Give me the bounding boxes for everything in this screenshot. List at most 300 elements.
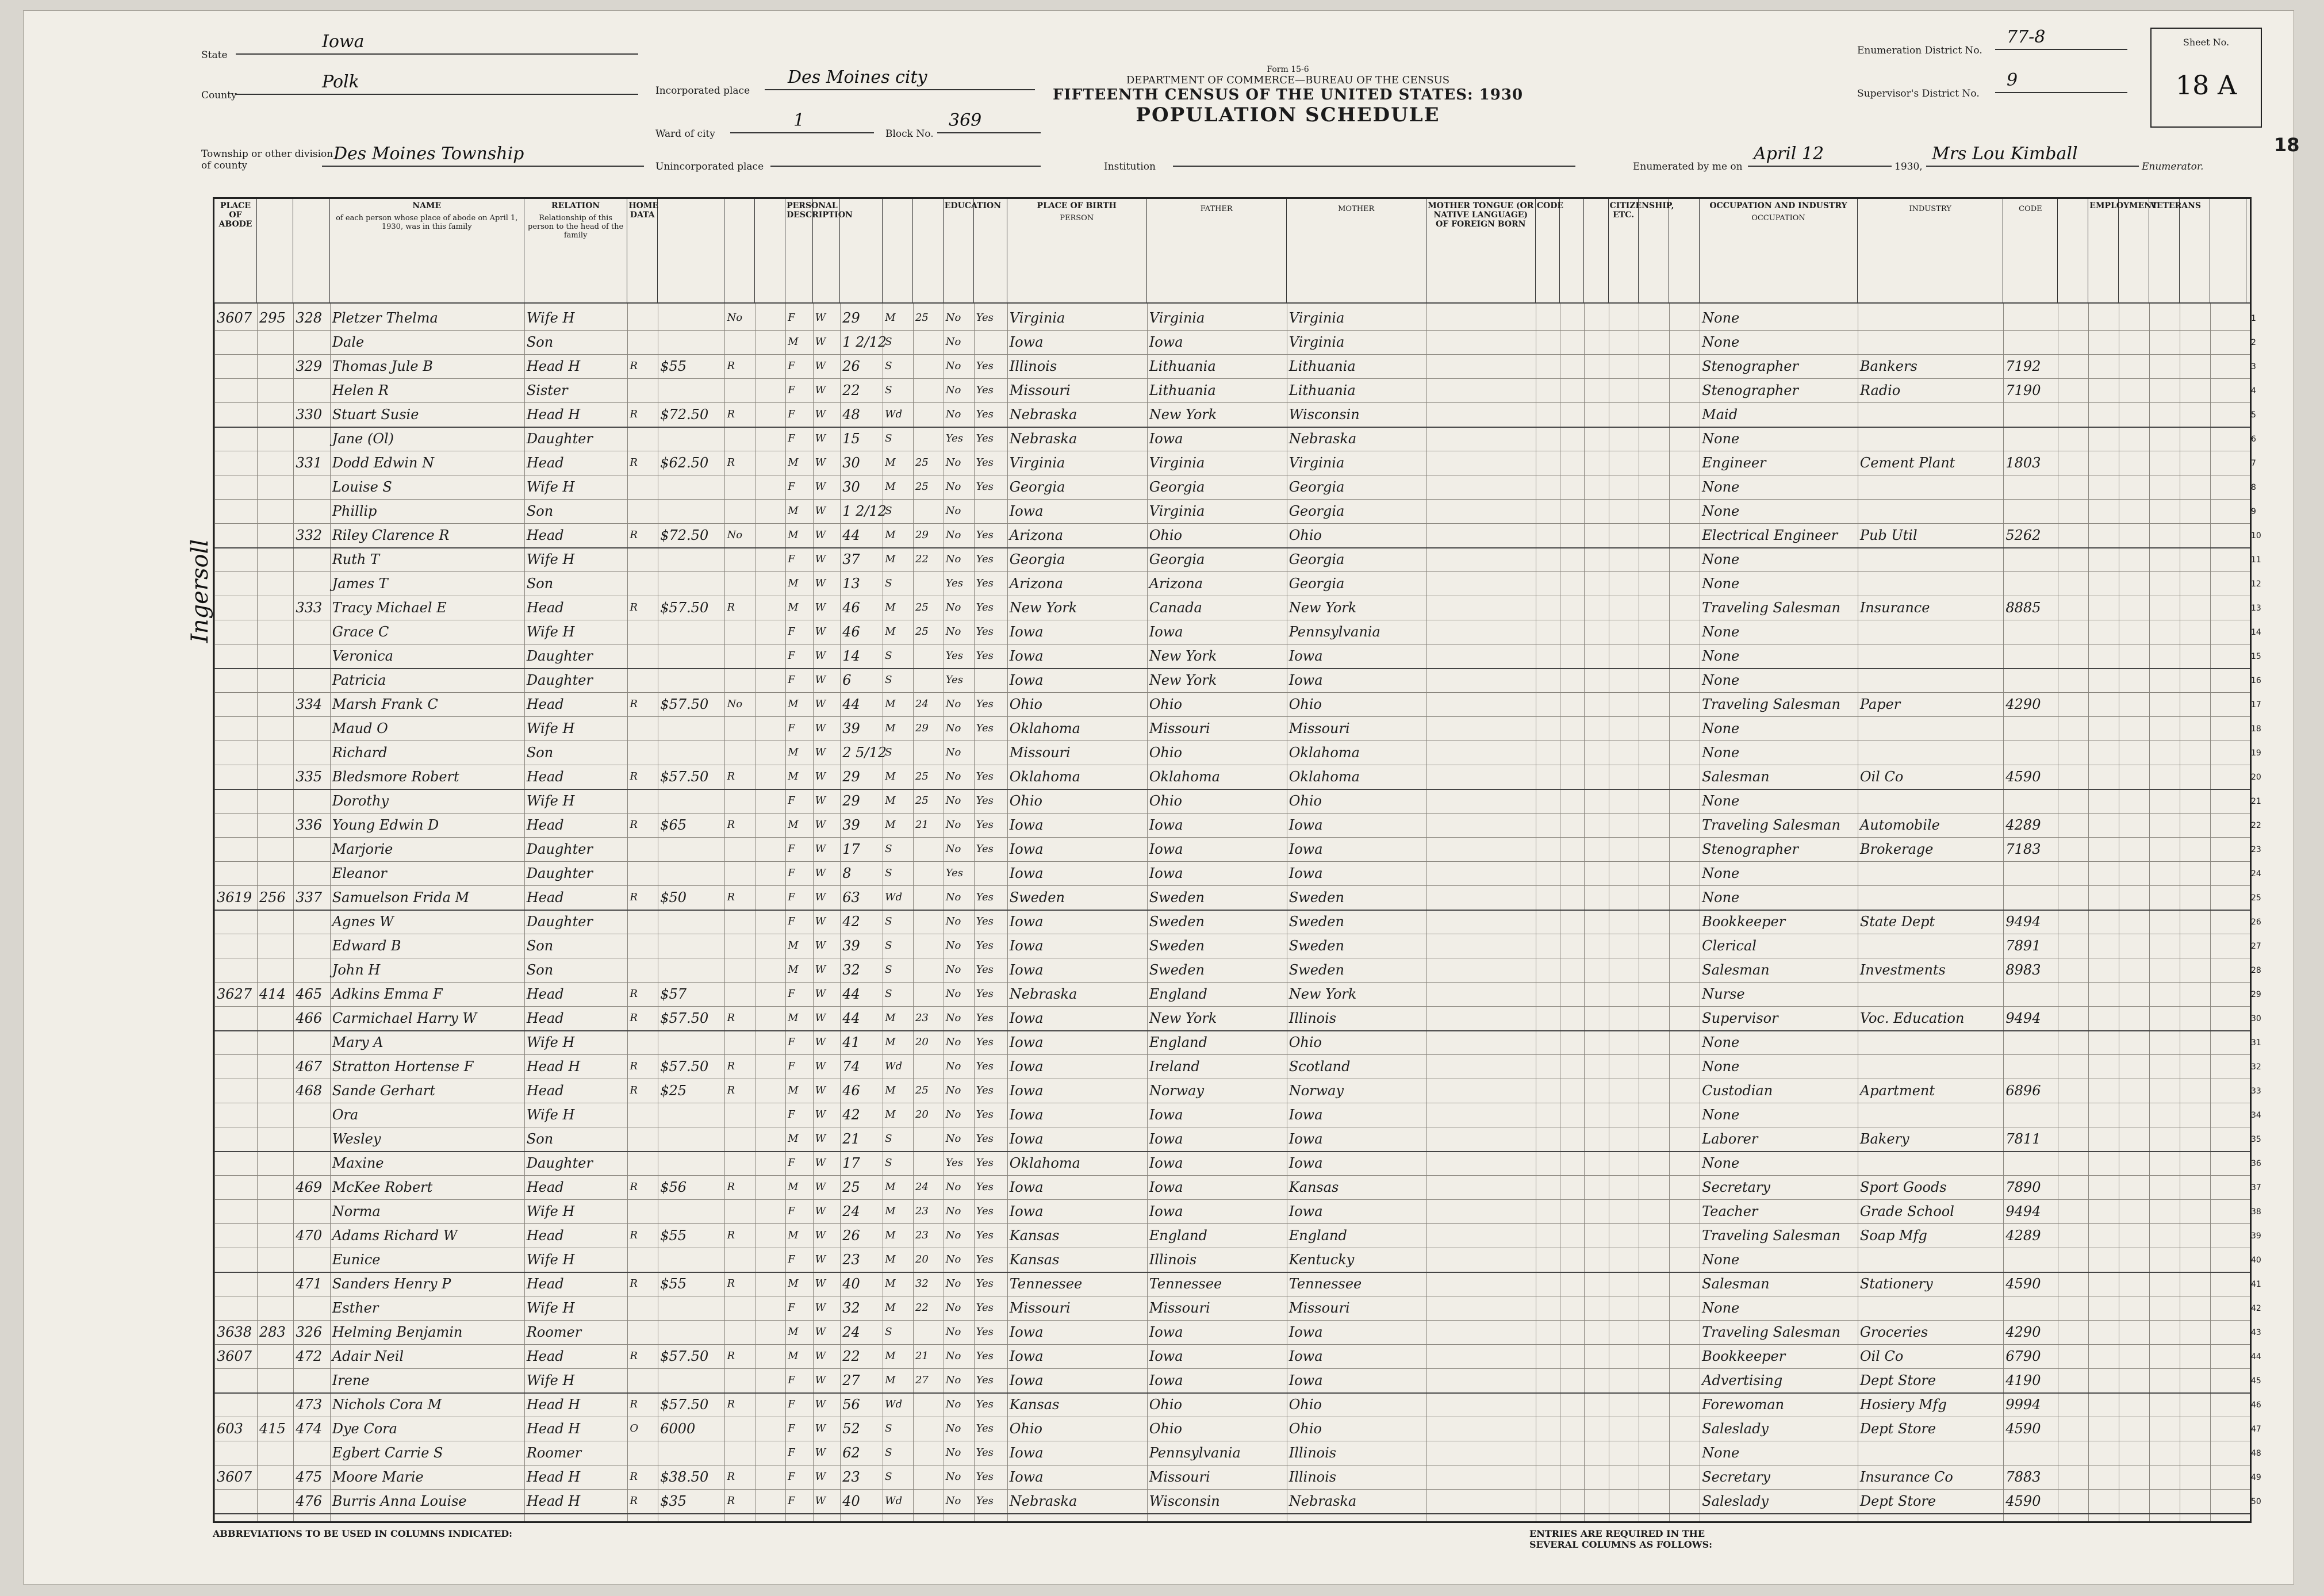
cell-agem: 24 — [915, 698, 929, 710]
cell-age: 39 — [842, 938, 860, 954]
cell-fbp: Iowa — [1149, 1372, 1183, 1388]
cell-race: W — [815, 1205, 826, 1217]
cell-name: John H — [332, 962, 381, 978]
cell-name: Stuart Susie — [332, 406, 419, 423]
cell-sex: M — [788, 529, 799, 541]
cell-bp: Iowa — [1009, 938, 1044, 954]
cell-fbp: Illinois — [1149, 1252, 1197, 1268]
schedule-title-block — [1000, 65, 1575, 126]
enumerated-date-field — [1748, 144, 1892, 167]
cell-rel: Daughter — [526, 431, 593, 447]
cell-bp: Iowa — [1009, 334, 1044, 350]
cell-fbp: Wisconsin — [1149, 1493, 1220, 1509]
cell-occ: Bookkeeper — [1702, 1348, 1786, 1364]
cell-age: 46 — [842, 600, 860, 616]
cell-rel: Wife H — [526, 551, 575, 567]
cell-agem: 25 — [915, 481, 929, 493]
cell-school: No — [945, 336, 961, 348]
enumerator-label: Enumerator. — [2142, 161, 2204, 172]
column-divider — [330, 302, 331, 1521]
cell-mbp: Iowa — [1288, 1324, 1323, 1340]
cell-code: 7183 — [2005, 841, 2041, 857]
column-divider — [214, 302, 215, 1521]
enum-district-field — [1995, 27, 2127, 50]
cell-fbp: New York — [1149, 648, 1217, 664]
cell-sex: F — [788, 722, 795, 734]
cell-bp: Ohio — [1009, 696, 1042, 712]
column-header-codeA — [1536, 199, 1564, 302]
cell-fam: 468 — [296, 1083, 323, 1099]
cell-code: 4590 — [2005, 1421, 2041, 1437]
cell-ind: Voc. Education — [1859, 1010, 1965, 1026]
cell-rel: Head — [526, 1083, 564, 1099]
cell-name: Helen R — [332, 382, 389, 398]
cell-fbp: Iowa — [1149, 1324, 1183, 1340]
cell-house: 414 — [259, 986, 286, 1002]
cell-ind: Oil Co — [1859, 769, 1904, 785]
column-header-school — [944, 199, 1002, 302]
cell-fbp: Iowa — [1149, 865, 1183, 881]
cell-age: 24 — [842, 1203, 860, 1219]
cell-name: Maud O — [332, 720, 388, 736]
cell-occ: Traveling Salesman — [1702, 1324, 1840, 1340]
cell-fbp: New York — [1149, 1010, 1217, 1026]
line-number: 36 — [2251, 1159, 2261, 1168]
cell-name: Adams Richard W — [332, 1227, 458, 1244]
cell-agem: 27 — [915, 1374, 929, 1386]
cell-name: Dale — [332, 334, 365, 350]
cell-name: Thomas Jule B — [332, 358, 433, 374]
cell-sex: F — [788, 1205, 795, 1217]
cell-name: Edward B — [332, 938, 401, 954]
cell-mbp: Iowa — [1288, 672, 1323, 688]
cell-race: W — [815, 1036, 826, 1048]
cell-school: No — [945, 939, 961, 952]
cell-mbp: Kansas — [1288, 1179, 1339, 1195]
cell-school: No — [945, 1181, 961, 1193]
column-header-mbp — [1287, 199, 1426, 302]
cell-sex: F — [788, 674, 795, 686]
cell-fbp: Ohio — [1149, 696, 1182, 712]
cell-school: No — [945, 1398, 961, 1410]
line-number: 12 — [2251, 580, 2261, 589]
cell-mbp: Virginia — [1288, 310, 1345, 326]
cell-occ: None — [1702, 624, 1740, 640]
cell-school: No — [945, 722, 961, 734]
cell-ind: Automobile — [1859, 817, 1940, 833]
cell-mbp: England — [1288, 1227, 1347, 1244]
column-header-house — [257, 199, 293, 302]
cell-value: $65 — [660, 817, 687, 833]
cell-occ: Laborer — [1702, 1131, 1758, 1147]
column-group-label: NAME — [412, 201, 442, 210]
cell-radio: R — [727, 1398, 735, 1410]
cell-race: W — [815, 553, 826, 565]
cell-fam: 466 — [296, 1010, 323, 1026]
cell-age: 2 5/12 — [842, 745, 887, 761]
cell-fam: 467 — [296, 1058, 323, 1075]
cell-age: 40 — [842, 1493, 860, 1509]
cell-ind: Soap Mfg — [1859, 1227, 1927, 1244]
line-number: 43 — [2251, 1328, 2261, 1337]
column-header-codeC — [1584, 199, 1608, 302]
cell-name: Agnes W — [332, 914, 394, 930]
column-divider — [755, 302, 756, 1521]
cell-race: W — [815, 505, 826, 517]
cell-fbp: Iowa — [1149, 431, 1183, 447]
cell-mbp: Pennsylvania — [1288, 624, 1380, 640]
column-header-ms — [883, 199, 913, 302]
cell-rel: Head H — [526, 358, 581, 374]
cell-school: No — [945, 1036, 961, 1048]
cell-rel: Wife H — [526, 1300, 575, 1316]
cell-read: Yes — [976, 964, 994, 976]
cell-tenure: R — [630, 408, 638, 420]
cell-occ: None — [1702, 310, 1740, 326]
cell-fbp: Sweden — [1149, 914, 1205, 930]
cell-read: Yes — [976, 1157, 994, 1169]
cell-rel: Wife H — [526, 1372, 575, 1388]
cell-school: No — [945, 408, 961, 420]
cell-occ: Salesman — [1702, 1276, 1770, 1292]
cell-fbp: New York — [1149, 672, 1217, 688]
cell-radio: R — [727, 1060, 735, 1072]
cell-rel: Wife H — [526, 1107, 575, 1123]
column-header-eng — [1669, 199, 1700, 302]
cell-read: Yes — [976, 360, 994, 372]
cell-rel: Head — [526, 769, 564, 785]
cell-school: Yes — [945, 650, 964, 662]
column-header-dwelling — [214, 199, 257, 302]
cell-fbp: Georgia — [1149, 479, 1205, 495]
cell-fbp: New York — [1149, 406, 1217, 423]
cell-mbp: Iowa — [1288, 1155, 1323, 1171]
cell-age: 8 — [842, 865, 852, 881]
cell-occ: Clerical — [1702, 938, 1757, 954]
cell-sex: F — [788, 891, 795, 903]
cell-occ: None — [1702, 720, 1740, 736]
cell-sex: F — [788, 1374, 795, 1386]
cell-read: Yes — [976, 988, 994, 1000]
cell-read: Yes — [976, 456, 994, 469]
cell-mbp: Iowa — [1288, 648, 1323, 664]
cell-fbp: Ohio — [1149, 745, 1182, 761]
cell-tenure: R — [630, 891, 638, 903]
cell-read: Yes — [976, 1471, 994, 1483]
cell-mbp: Ohio — [1288, 696, 1322, 712]
cell-sex: M — [788, 336, 799, 348]
cell-rel: Head — [526, 1276, 564, 1292]
cell-ind: Dept Store — [1859, 1421, 1936, 1437]
line-number: 47 — [2251, 1425, 2261, 1434]
cell-age: 26 — [842, 358, 860, 374]
cell-read: Yes — [976, 1302, 994, 1314]
cell-bp: Oklahoma — [1009, 720, 1080, 736]
column-subhead: OCCUPATION — [1751, 214, 1805, 222]
cell-tenure: O — [630, 1422, 639, 1434]
line-number: 19 — [2251, 749, 2261, 758]
cell-code: 4289 — [2005, 817, 2041, 833]
cell-value: $57.50 — [660, 1010, 709, 1026]
column-subhead: Relationship of this person to the head of the family — [528, 214, 624, 240]
cell-ind: Grade School — [1859, 1203, 1954, 1219]
cell-rel: Wife H — [526, 479, 575, 495]
cell-code: 7883 — [2005, 1469, 2041, 1485]
header-divider — [214, 302, 2250, 304]
cell-name: Adkins Emma F — [332, 986, 443, 1002]
cell-agem: 20 — [915, 1253, 929, 1265]
cell-age: 6 — [842, 672, 852, 688]
cell-fam: 330 — [296, 406, 323, 423]
cell-name: Eunice — [332, 1252, 381, 1268]
cell-radio: R — [727, 1012, 735, 1024]
cell-tenure: R — [630, 456, 638, 469]
cell-fam: 331 — [296, 455, 323, 471]
cell-ms: M — [885, 722, 896, 734]
cell-name: Dodd Edwin N — [332, 455, 434, 471]
cell-mbp: Ohio — [1288, 527, 1322, 543]
cell-dwelling: 3627 — [217, 986, 252, 1002]
line-number: 14 — [2251, 628, 2261, 637]
line-number: 32 — [2251, 1062, 2261, 1072]
cell-ms: S — [885, 577, 892, 589]
cell-bp: Oklahoma — [1009, 1155, 1080, 1171]
census-sheet — [23, 10, 2300, 1585]
cell-age: 42 — [842, 1107, 860, 1123]
cell-radio: R — [727, 1181, 735, 1193]
cell-name: Phillip — [332, 503, 377, 519]
census-title: FIFTEENTH CENSUS OF THE UNITED STATES: 1930 — [1052, 86, 1524, 103]
line-number: 33 — [2251, 1087, 2261, 1096]
cell-tenure: R — [630, 1084, 638, 1096]
cell-bp: Nebraska — [1009, 1493, 1077, 1509]
cell-fam: 332 — [296, 527, 323, 543]
cell-name: Dorothy — [332, 793, 389, 809]
cell-age: 46 — [842, 624, 860, 640]
cell-age: 1 2/12 — [842, 503, 887, 519]
cell-bp: Arizona — [1009, 527, 1064, 543]
cell-house: 283 — [259, 1324, 286, 1340]
cell-bp: Nebraska — [1009, 986, 1077, 1002]
cell-fbp: Lithuania — [1149, 358, 1216, 374]
cell-sex: M — [788, 505, 799, 517]
cell-fbp: Virginia — [1149, 310, 1205, 326]
cell-school: Yes — [945, 577, 964, 589]
cell-ms: S — [885, 432, 892, 444]
cell-agem: 22 — [915, 1302, 929, 1314]
cell-sex: F — [788, 867, 795, 879]
cell-ms: S — [885, 360, 892, 372]
cell-ind: Insurance — [1859, 600, 1930, 616]
cell-read: Yes — [976, 1253, 994, 1265]
cell-radio: R — [727, 1471, 735, 1483]
cell-sex: M — [788, 1181, 799, 1193]
cell-ms: M — [885, 1350, 896, 1362]
cell-fbp: Ohio — [1149, 527, 1182, 543]
cell-name: Adair Neil — [332, 1348, 404, 1364]
cell-age: 44 — [842, 1010, 860, 1026]
cell-occ: None — [1702, 479, 1740, 495]
line-number: 46 — [2251, 1401, 2261, 1410]
cell-bp: Iowa — [1009, 648, 1044, 664]
cell-sex: M — [788, 1350, 799, 1362]
cell-fam: 472 — [296, 1348, 323, 1364]
cell-mbp: Sweden — [1288, 962, 1344, 978]
cell-read: Yes — [976, 312, 994, 324]
cell-ms: Wd — [885, 408, 903, 420]
cell-bp: Iowa — [1009, 672, 1044, 688]
cell-mbp: Ohio — [1288, 1421, 1322, 1437]
cell-mbp: Lithuania — [1288, 358, 1356, 374]
cell-fam: 471 — [296, 1276, 323, 1292]
cell-name: Moore Marie — [332, 1469, 424, 1485]
column-header-tongue — [1426, 199, 1536, 302]
cell-ms: S — [885, 674, 892, 686]
cell-tenure: R — [630, 1495, 638, 1507]
cell-name: Grace C — [332, 624, 389, 640]
line-number: 21 — [2251, 797, 2261, 806]
cell-mbp: Iowa — [1288, 1203, 1323, 1219]
cell-agem: 24 — [915, 1181, 929, 1193]
cell-sex: F — [788, 1495, 795, 1507]
line-number: 41 — [2251, 1280, 2261, 1289]
cell-occ: Traveling Salesman — [1702, 817, 1840, 833]
cell-rel: Wife H — [526, 310, 575, 326]
cell-bp: Iowa — [1009, 1469, 1044, 1485]
cell-read: Yes — [976, 1205, 994, 1217]
cell-ms: S — [885, 384, 892, 396]
cell-sex: M — [788, 577, 799, 589]
cell-race: W — [815, 1084, 826, 1096]
unincorporated-field — [770, 148, 1041, 167]
cell-fbp: Canada — [1149, 600, 1202, 616]
cell-ms: S — [885, 1133, 892, 1145]
cell-ms: S — [885, 843, 892, 855]
cell-bp: Virginia — [1009, 310, 1065, 326]
cell-mbp: Sweden — [1288, 914, 1344, 930]
cell-read: Yes — [976, 408, 994, 420]
cell-read: Yes — [976, 1229, 994, 1241]
cell-fam: 329 — [296, 358, 323, 374]
cell-race: W — [815, 722, 826, 734]
state-value: Iowa — [322, 32, 365, 52]
column-divider — [524, 302, 525, 1521]
cell-ms: S — [885, 915, 892, 927]
column-header-immig — [1609, 199, 1674, 302]
cell-age: 44 — [842, 696, 860, 712]
cell-read: Yes — [976, 1277, 994, 1290]
column-header-fbp — [1147, 199, 1287, 302]
cell-ind: Dept Store — [1859, 1372, 1936, 1388]
column-header-agem — [913, 199, 944, 302]
column-group-label: CITIZENSHIP, ETC. — [1609, 201, 1674, 220]
cell-race: W — [815, 312, 826, 324]
cell-sex: F — [788, 1447, 795, 1459]
cell-ms: S — [885, 964, 892, 976]
cell-fbp: Iowa — [1149, 1155, 1183, 1171]
cell-tenure: R — [630, 770, 638, 782]
cell-rel: Sister — [526, 382, 568, 398]
cell-code: 6790 — [2005, 1348, 2041, 1364]
cell-race: W — [815, 1157, 826, 1169]
cell-occ: Engineer — [1702, 455, 1766, 471]
line-number: 4 — [2251, 386, 2256, 396]
cell-ms: S — [885, 988, 892, 1000]
cell-fbp: Sweden — [1149, 938, 1205, 954]
column-header-line_un — [2119, 199, 2149, 302]
line-number: 28 — [2251, 966, 2261, 975]
cell-name: Young Edwin D — [332, 817, 439, 833]
cell-code: 8983 — [2005, 962, 2041, 978]
cell-fam: 333 — [296, 600, 323, 616]
line-number: 1 — [2251, 314, 2256, 323]
cell-name: Richard — [332, 745, 388, 761]
cell-school: No — [945, 843, 961, 855]
cell-bp: Georgia — [1009, 551, 1065, 567]
column-group-label: VETERANS — [2150, 201, 2201, 210]
line-number: 9 — [2251, 507, 2256, 516]
cell-occ: Salesman — [1702, 769, 1770, 785]
cell-fbp: Iowa — [1149, 1179, 1183, 1195]
cell-rel: Daughter — [526, 1155, 593, 1171]
cell-fam: 469 — [296, 1179, 323, 1195]
cell-age: 39 — [842, 817, 860, 833]
cell-ms: M — [885, 626, 896, 638]
cell-agem: 25 — [915, 601, 929, 613]
cell-bp: Georgia — [1009, 479, 1065, 495]
cell-fbp: Tennessee — [1149, 1276, 1222, 1292]
cell-rel: Son — [526, 962, 554, 978]
cell-ind: Brokerage — [1859, 841, 1934, 857]
column-divider — [1147, 302, 1148, 1521]
column-header-sex — [785, 199, 853, 302]
cell-race: W — [815, 626, 826, 638]
cell-fbp: Iowa — [1149, 1348, 1183, 1364]
cell-sex: F — [788, 1060, 795, 1072]
cell-race: W — [815, 1133, 826, 1145]
cell-occ: None — [1702, 865, 1740, 881]
cell-rel: Head — [526, 455, 564, 471]
cell-race: W — [815, 529, 826, 541]
cell-occ: Advertising — [1702, 1372, 1783, 1388]
cell-mbp: Georgia — [1288, 551, 1345, 567]
cell-mbp: Kentucky — [1288, 1252, 1355, 1268]
cell-tenure: R — [630, 819, 638, 831]
cell-rel: Head — [526, 1227, 564, 1244]
cell-mbp: Tennessee — [1288, 1276, 1362, 1292]
cell-agem: 32 — [915, 1277, 929, 1290]
cell-read: Yes — [976, 722, 994, 734]
cell-race: W — [815, 456, 826, 469]
cell-race: W — [815, 819, 826, 831]
cell-read: Yes — [976, 1326, 994, 1338]
cell-bp: Sweden — [1009, 889, 1065, 906]
cell-rel: Son — [526, 1131, 554, 1147]
cell-ms: S — [885, 1471, 892, 1483]
cell-ind: Oil Co — [1859, 1348, 1904, 1364]
cell-fbp: Iowa — [1149, 334, 1183, 350]
cell-ms: S — [885, 939, 892, 952]
cell-mbp: Georgia — [1288, 503, 1345, 519]
cell-mbp: Norway — [1288, 1083, 1344, 1099]
cell-school: No — [945, 1350, 961, 1362]
cell-rel: Son — [526, 576, 554, 592]
cell-radio: R — [727, 1495, 735, 1507]
cell-agem: 25 — [915, 770, 929, 782]
cell-sex: M — [788, 746, 799, 758]
cell-school: No — [945, 1205, 961, 1217]
cell-mbp: Ohio — [1288, 1034, 1322, 1050]
